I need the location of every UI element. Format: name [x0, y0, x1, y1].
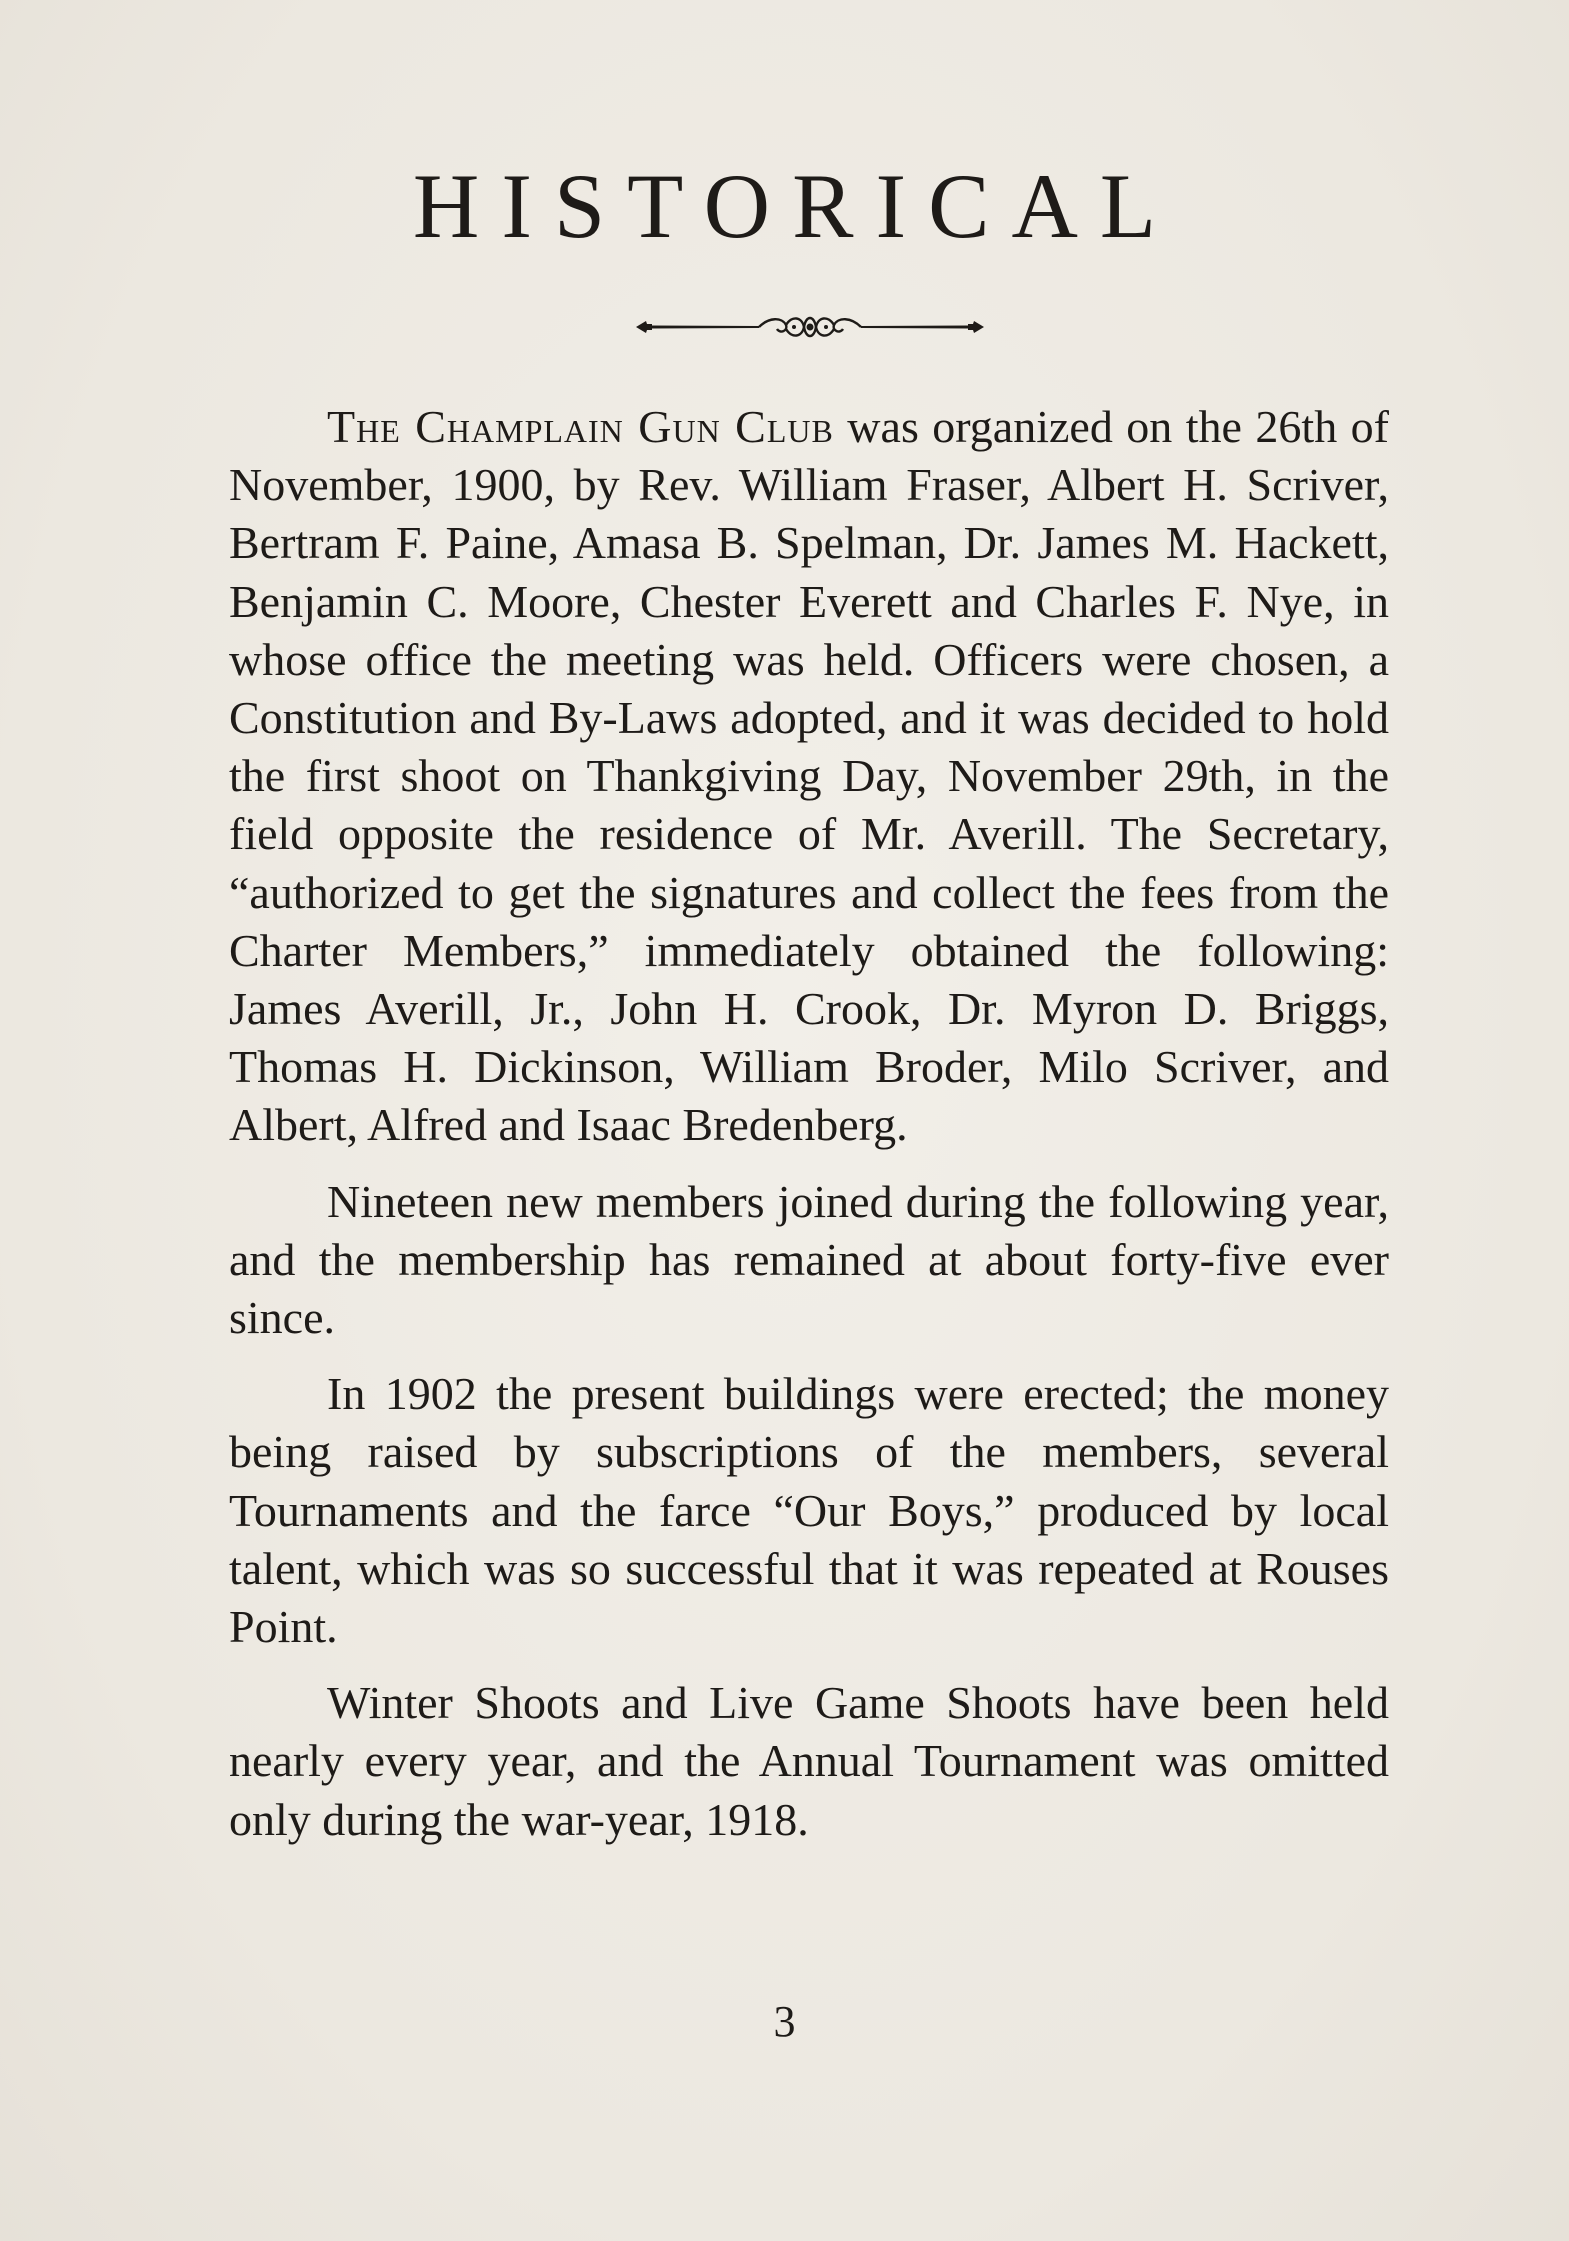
paragraph-4: Winter Shoots and Live Game Shoots have been held nearly every year, and the Annual Tournament was omitted only during the war-year, 1918.: [229, 1677, 1389, 1845]
ornament-divider-icon: [634, 307, 986, 347]
page-number: 3: [773, 1997, 796, 2046]
paragraph-1: [229, 398, 1389, 1155]
club-name-lead: The Champlain Gun Club: [327, 401, 834, 452]
body-text: [229, 398, 1389, 1867]
paragraph-1-text: was organized on the 26th of November, 1900, by Rev. William Fraser, Albert H. Scriver, Bertram F. Paine, Amasa B. Spelman, Dr. James M. Hackett, Benjamin C. Moore, Chester Everett and Charles F. Nye, in whose office the meeting was held. Officers were chosen, a Constitution and By-Laws adopted, and it was decided to hold the first shoot on Thankgiving Day, November 29th, in the field opposite the residence of Mr. Averill. The Secretary, “authorized to get the signatures and collect the fees from the Charter Members,” immediately obtained the following: James Averill, Jr., John H. Crook, Dr. Myron D. Briggs, Thomas H. Dickinson, William Broder, Milo Scriver, and Albert, Alfred and Isaac Bredenberg.: [229, 401, 1389, 1151]
paragraph-3: In 1902 the present buildings were erected; the money being raised by subscriptions of the members, several Tournaments and the farce “Our Boys,” produced by local talent, which was so successful that it was repeated at Rouses Point.: [229, 1368, 1389, 1653]
page-title: HISTORICAL: [412, 155, 1179, 257]
paragraph-2: Nineteen new members joined during the following year, and the membership has remained at about forty-five ever since.: [229, 1175, 1389, 1344]
